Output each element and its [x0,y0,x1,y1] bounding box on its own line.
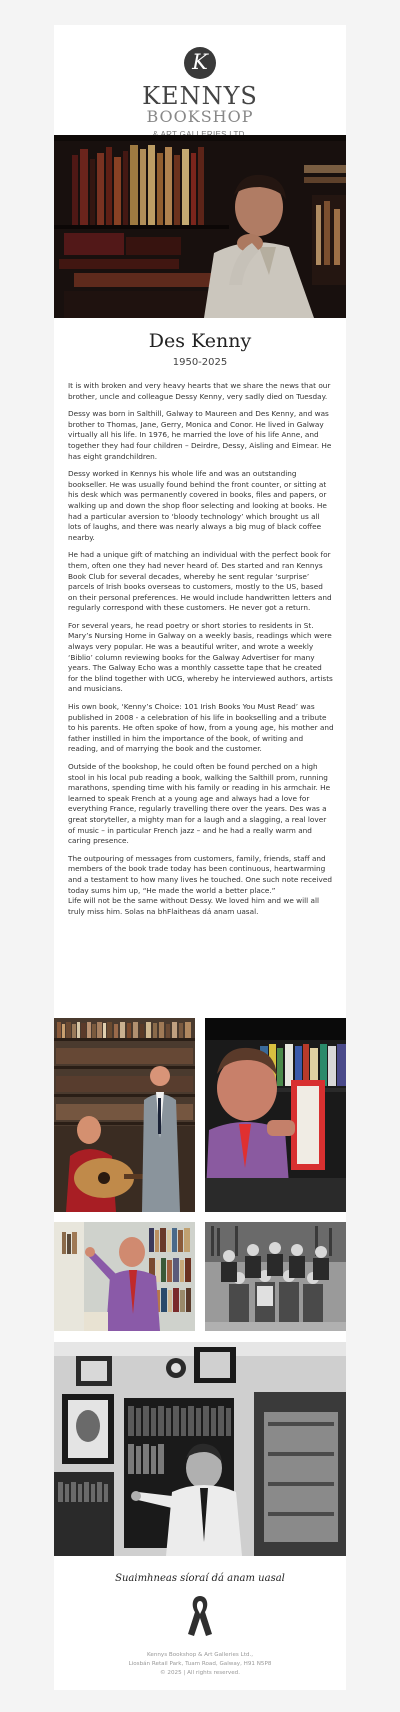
email-card [54,25,346,1690]
logo-line-bookshop: BOOKSHOP [146,107,254,126]
obituary-paragraph: He had a unique gift of matching an individual with the perfect book for them, often one they had never heard of. Des started and ran Kennys Book Club for several decades, whereby he sent regular ‘surprise’ parcels of Irish books overseas to customers, mostly to the US, based on their personal preferences. He would include handwritten letters and regularly correspond with these customers. He never got a return. [68,550,332,613]
footer-company: Kennys Bookshop & Art Galleries Ltd., [146,1652,253,1658]
obituary-paragraph: His own book, ‘Kenny’s Choice: 101 Irish Books You Must Read’ was published in 2008 - a celebration of his life in bookselling and a tribute to his parents. He often spoke of how, from a young age, his mother and father instilled in him the importance of the book, of writing and reading, and of marrying the book and the customer. [68,702,334,754]
hero-portrait-photo [54,135,346,318]
obituary-text [68,381,334,924]
obituary-paragraph: Dessy worked in Kennys his whole life and was an outstanding bookseller. He was usually found behind the front counter, or sitting at his desk which was permanently covered in books, files and papers, or walking up and down the shop floor selecting and looking at books. He had a particular aversion to ‘bloody technology’ which brought us all lots of laughs, and there was nearly always a big mug of black coffee nearby. [68,469,327,542]
irish-blessing: Suaimhneas síoraí dá anam uasal [115,1573,285,1584]
footer-copyright: © 2025 | All rights reserved. [160,1670,240,1676]
photo-reading-closeup [205,1018,346,1212]
obituary-paragraph: It is with broken and very heavy hearts that we share the news that our brother, uncle and colleague Dessy Kenny, very sadly died on Tuesday. [68,381,331,401]
obituary-paragraph: Dessy was born in Salthill, Galway to Maureen and Des Kenny, and was brother to Thomas, Jane, Gerry, Monica and Conor. He lived in Galway virtually all his life. In 1976, he married the love of his life Anne, and together they had four children – Deirdre, Dessy, Aisling and Eimear. He has eight grandchildren. [68,409,332,461]
footer [54,1651,346,1678]
obituary-paragraph: For several years, he read poetry or short stories to residents in St. Mary’s Nursing Home in Galway on a weekly basis, readings which were always very popular. He was a beautiful writer, and wrote a weekly ‘Biblio’ column reviewing books for the Galway Advertiser for many years. The Galway Echo was a monthly cassette tape that he created for the blind together with UCG, whereby he interviewed authors, artists and musicians. [68,620,333,694]
kennys-logo[interactable] [54,35,346,145]
logo-line-kennys: KENNYS [142,82,258,110]
photo-shelf-browsing [54,1222,195,1331]
obituary-paragraph: The outpouring of messages from customers, family, friends, staff and members of the book trade today has been continuous, heartwarming and a testament to how many lives he touched. One such note received today sums him up, “He made the world a better place.” [68,853,332,895]
footer-address: Liosbán Retail Park, Tuam Road, Galway, H91 N5P8 [128,1661,272,1667]
obituary-dates: 1950-2025 [172,357,228,368]
obituary-name: Des Kenny [148,330,252,352]
logo-k-icon: K [184,47,216,79]
photo-shop-interior [54,1342,346,1556]
obituary-closing-line: Life will not be the same without Dessy. We loved him and we will all truly miss him. Solas na bhFlaitheas dá anam uasal. [68,896,320,916]
black-ribbon-icon [186,1594,214,1638]
photo-family-group [205,1222,346,1331]
photo-guitar-shop [54,1018,195,1212]
obituary-paragraph: Outside of the bookshop, he could often be found perched on a high stool in his local pub reading a book, walking the Salthill prom, running marathons, spending time with his family or reading in his armchair. He learned to speak French at a young age and always had a love for everything France, regularly travelling there over the years. Des was a great storyteller, a mighty man for a laugh and a slagging, a real lover of music – in particular French jazz – and he had a really warm and caring presence. [68,762,331,846]
